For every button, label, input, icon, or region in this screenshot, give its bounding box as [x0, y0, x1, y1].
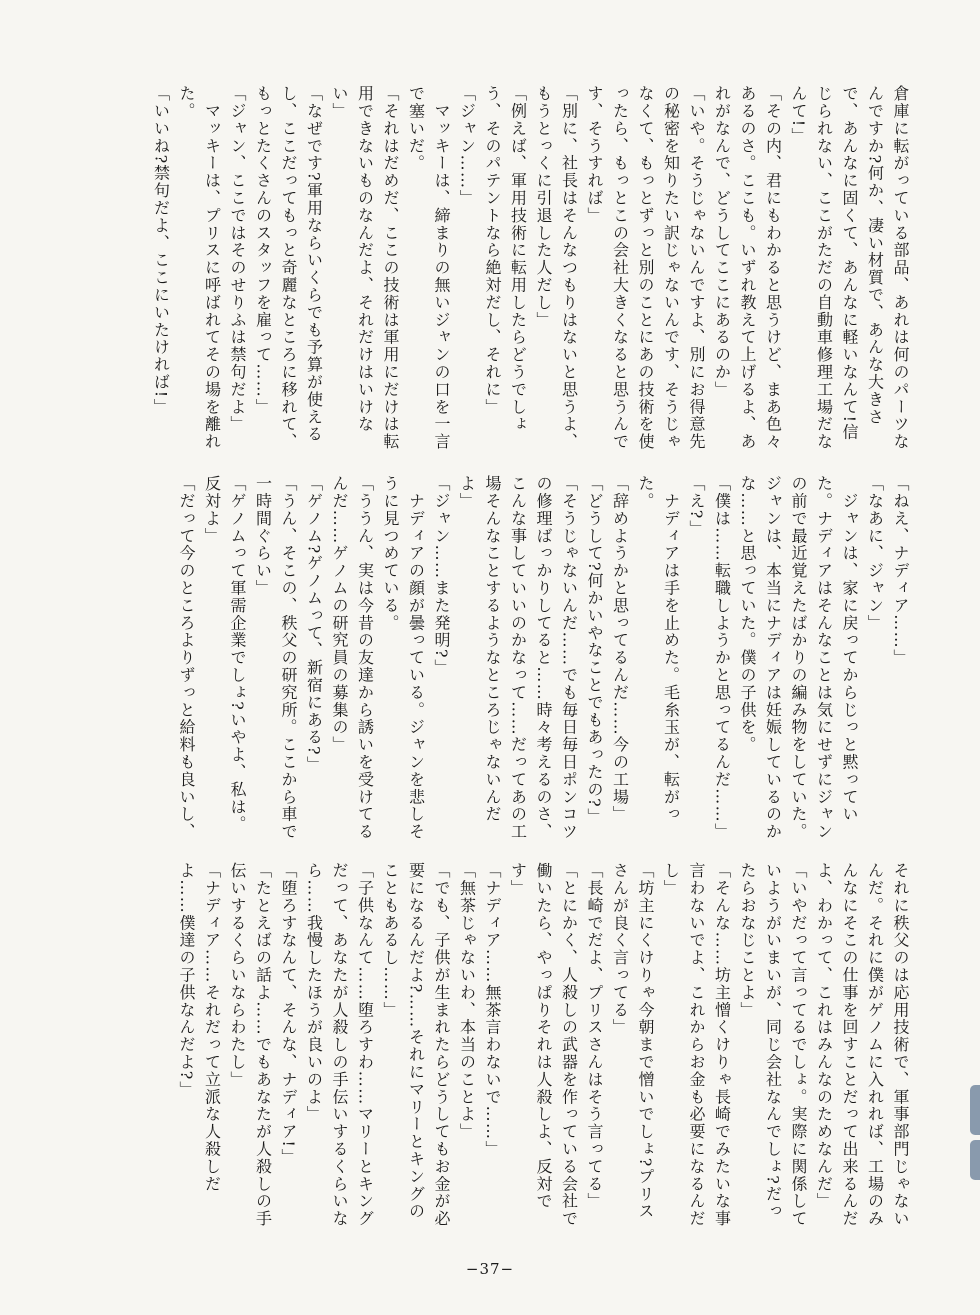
paragraph: マッキーは、プリスに呼ばれてその場を離れた。 [177, 85, 222, 451]
paragraph: 「ジャン、ここではそのせりふは禁句だよ」 [228, 85, 247, 433]
paragraph: 「例えば、軍用技術に転用したらどうでしょう、そのパテントなら絶対だし、それに」 [483, 85, 528, 433]
paragraph: 「そうじゃないんだ……でも毎日毎日ポンコツの修理ばっかりしてると……時々考えるのさ、こんな事していいのかなって……だってあの工場そんなことするようなところじゃないんだよ」 [457, 475, 579, 841]
paragraph: 「ナディア……無茶言わないで……」 [483, 862, 502, 1158]
paragraph: 「ナディア……それだって立派な人殺しだよ……僕達の子供なんだよ?」 [177, 862, 222, 1193]
paragraph: 「いやだって言ってるでしょ。実際に関係していようがいまいが、同じ会社なんでしょ?だったらおなじことよ」 [738, 862, 808, 1228]
paragraph: 「それはだめだ、ここの技術は軍用にだけは転用できないものなんだよ、それだけはいけない」 [330, 85, 400, 451]
paragraph: 「坊主にくけりゃ今朝まで憎いでしょ?プリスさんが良く言ってる」 [610, 862, 655, 1220]
paragraph: 「え?」 [687, 475, 706, 538]
paragraph: 「辞めようかと思ってるんだ……今の工場」 [610, 475, 630, 823]
paragraph: 「どうして?何かいやなことでもあったの?」 [585, 475, 604, 826]
paragraph: 「でも、子供が生まれたらどうしてもお金が必要になるんだよ?……それにマリーとキングのこともあるし……」 [381, 862, 451, 1228]
paragraph: 「うん、そこの、秩父の研究所。ここから車で一時間ぐらい」 [253, 475, 298, 841]
paragraph: 「堕ろすなんて、そんな、ナディア!」 [279, 862, 298, 1166]
page-number: −37− [465, 1260, 515, 1278]
paragraph: それに秩父のは応用技術で、軍事部門じゃないんだ。それに僕がゲノムに入れれば、工場のみんなにそこの仕事を回すことだって出来るんだよ、わかって、これはみんなのためなんだ」 [814, 862, 910, 1228]
paragraph: 「ううん、実は今昔の友達から誘いを受けてるんだ……ゲノムの研究員の募集の」 [330, 475, 375, 841]
paragraph: 「無茶じゃないわ、本当のことよ」 [457, 862, 477, 1141]
paragraph: 「ゲノム?ゲノムって、新宿にある?」 [304, 475, 324, 774]
paragraph: 「ジャン……また発明?」 [432, 475, 451, 677]
text-block-top [113, 85, 913, 457]
text-block-bottom [113, 862, 913, 1234]
paragraph: 「子供なんて……堕ろすわ……マリーとキングだって、あなたが人殺しの手伝いするくらいなら……我慢したほうが良いのよ」 [304, 862, 375, 1228]
paragraph: 「ねえ、ナディア……」 [891, 475, 910, 667]
text-block-middle [113, 475, 913, 847]
paragraph: 「なぜです?軍用ならいくらでも予算が使えるし、ここだってもっと奇麗なところに移れて、もっとたくさんのスタッフを雇って……」 [253, 85, 324, 451]
paragraph: 「だって今のところよりずっと給料も良いし、 [177, 475, 196, 841]
paragraph: 倉庫に転がっている部品、あれは何のパーツなんですか?何か、凄い材質で、あんな大きさで、あんなに固くて、あんなに軽いなんて!信じられない、ここがただの自動車修理工場だなんて!」 [789, 85, 910, 451]
paragraph: 「その内、君にもわかると思うけど、まあ色々あるのさ。ここも。いずれ教えて上げるよ、あれがなんで、どうしてここにあるのか」 [712, 85, 783, 451]
paragraph: 「とにかく、人殺しの武器を作っている会社で働いたら、やっぱりそれは人殺しよ、反対です」 [508, 862, 579, 1228]
paragraph: 「長崎でだよ、プリスさんはそう言ってる」 [585, 862, 604, 1210]
paragraph: 「ゲノムって軍需企業でしょ?いやよ、私は。反対よ」 [202, 475, 247, 833]
paragraph: 「たとえばの話よ……でもあなたが人殺しの手伝いするくらいならわたし」 [228, 862, 273, 1228]
paragraph: 「いいね?禁句だよ、ここにいたければ!」 [151, 85, 171, 417]
scan-edge-mark [970, 1085, 980, 1135]
paragraph: 「そんな……坊主憎くけりゃ長崎でみたいな事言わないでよ、これからお金も必要になるんだし」 [661, 862, 732, 1228]
paragraph: ナディアの顔が曇っている。ジャンを悲しそうに見つめている。 [381, 475, 426, 841]
paragraph: 「別に、社長はそんなつもりはないと思うよ、もうとっくに引退した人だし」 [534, 85, 579, 451]
scan-edge-mark [970, 1140, 980, 1180]
paragraph: 「僕は……転職しようかと思ってるんだ……」 [712, 475, 732, 841]
paragraph: 「いや。そうじゃないんですよ、別にお得意先の秘密を知りたい訳じゃないんです、そうじゃなくて、もっとずっと別のことにあの技術を使ったら、もっとこの会社大きくなると思うんです、そうすれば」 [585, 85, 706, 451]
paragraph: 「なあに、ジャン」 [865, 475, 885, 632]
paragraph: マッキーは、締まりの無いジャンの口を一言で塞いだ。 [406, 85, 451, 451]
paragraph: 「ジャン……」 [457, 85, 477, 207]
paragraph: ジャンは、家に戻ってからじっと黙っていた。ナディアはそんなことは気にせずにジャンの前で最近覚えたばかりの編み物をしていた。ジャンは、本当にナディアは妊娠しているのかな……と思っていた。僕の子供を。 [738, 475, 859, 841]
paragraph: ナディアは手を止めた。毛糸玉が、転がった。 [636, 475, 681, 823]
